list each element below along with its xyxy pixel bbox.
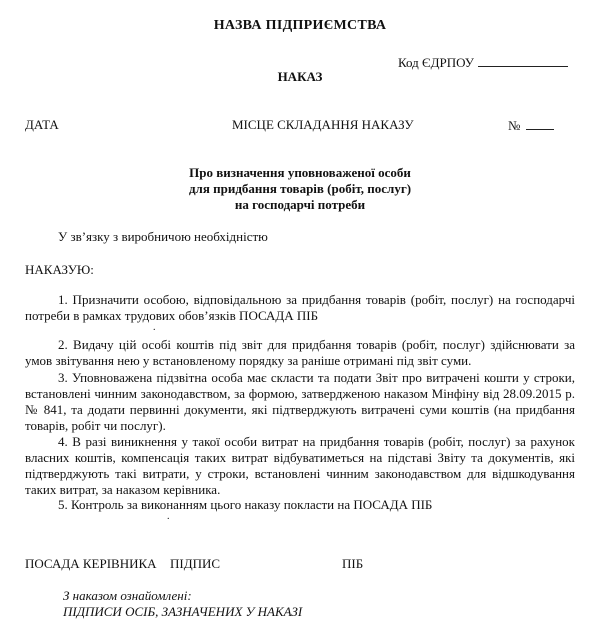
head-signature: ПІДПИС [170,556,221,571]
subject-line: на господарчі потреби [234,197,366,212]
order-number-field [508,117,554,134]
order-item: 2. Видачу цій особі коштів під звіт для придбання товарів (робіт, послуг) здійснювати за умов звітування нею у встановленому порядку за раніше отримані під звіт суми. [25,337,575,368]
head-position: ПОСАДА КЕРІВНИКА [25,556,157,571]
order-item: 3. Уповноважена підзвітна особа має скласти та подати Звіт про витрачені кошти у строки, встановлені чинним законодавством, за формою, затвердженою наказом Мінфіну від 28.09.2015 р. № 841, та додати первинні документи, які підтверджують витрачені суми коштів (на придбання товарів, робіт чи послуг). [25,370,575,433]
order-subject [0,165,600,213]
edrpou-label: Код ЄДРПОУ [398,55,474,70]
date-label: ДАТА [25,117,59,132]
blank-dot: . [167,511,170,522]
subject-line: для придбання товарів (робіт, послуг) [188,181,412,196]
order-number-blank-line [526,117,554,130]
edrpou-blank-line [478,54,568,67]
acknowledgement-label: З наказом ознайомлені: [63,588,192,603]
document-title: НАКАЗ [277,69,323,84]
head-name: ПІБ [342,556,364,571]
acknowledgement-signatures: ПІДПИСИ ОСІБ, ЗАЗНАЧЕНИХ У НАКАЗІ [63,604,303,619]
order-item: 1. Призначити особою, відповідальною за придбання товарів (робіт, послуг) на господарчі потреби в рамках трудових обов’язків ПОСАДА ПІБ [25,292,575,323]
order-item: 5. Контроль за виконанням цього наказу покласти на ПОСАДА ПІБ [58,497,433,512]
order-word: НАКАЗУЮ: [25,262,94,277]
company-name: НАЗВА ПІДПРИЄМСТВА [213,18,387,33]
place-label: МІСЦЕ СКЛАДАННЯ НАКАЗУ [232,117,414,132]
order-item: 4. В разі виникнення у такої особи витрат на придбання товарів (робіт, послуг) за рахунок власних коштів, компенсація таких витрат відбуватиметься на підставі Звіту та документів, які підтверджують такі витрати, у строки, встановлені чинним законодавством для відшкодування таких витрат, за наказом керівника. [25,434,575,497]
order-number-label: № [508,118,521,133]
blank-dot: . [153,322,156,333]
subject-line: Про визначення уповноваженої особи [189,165,411,180]
reason-text: У зв’язку з виробничою необхідністю [58,229,268,244]
